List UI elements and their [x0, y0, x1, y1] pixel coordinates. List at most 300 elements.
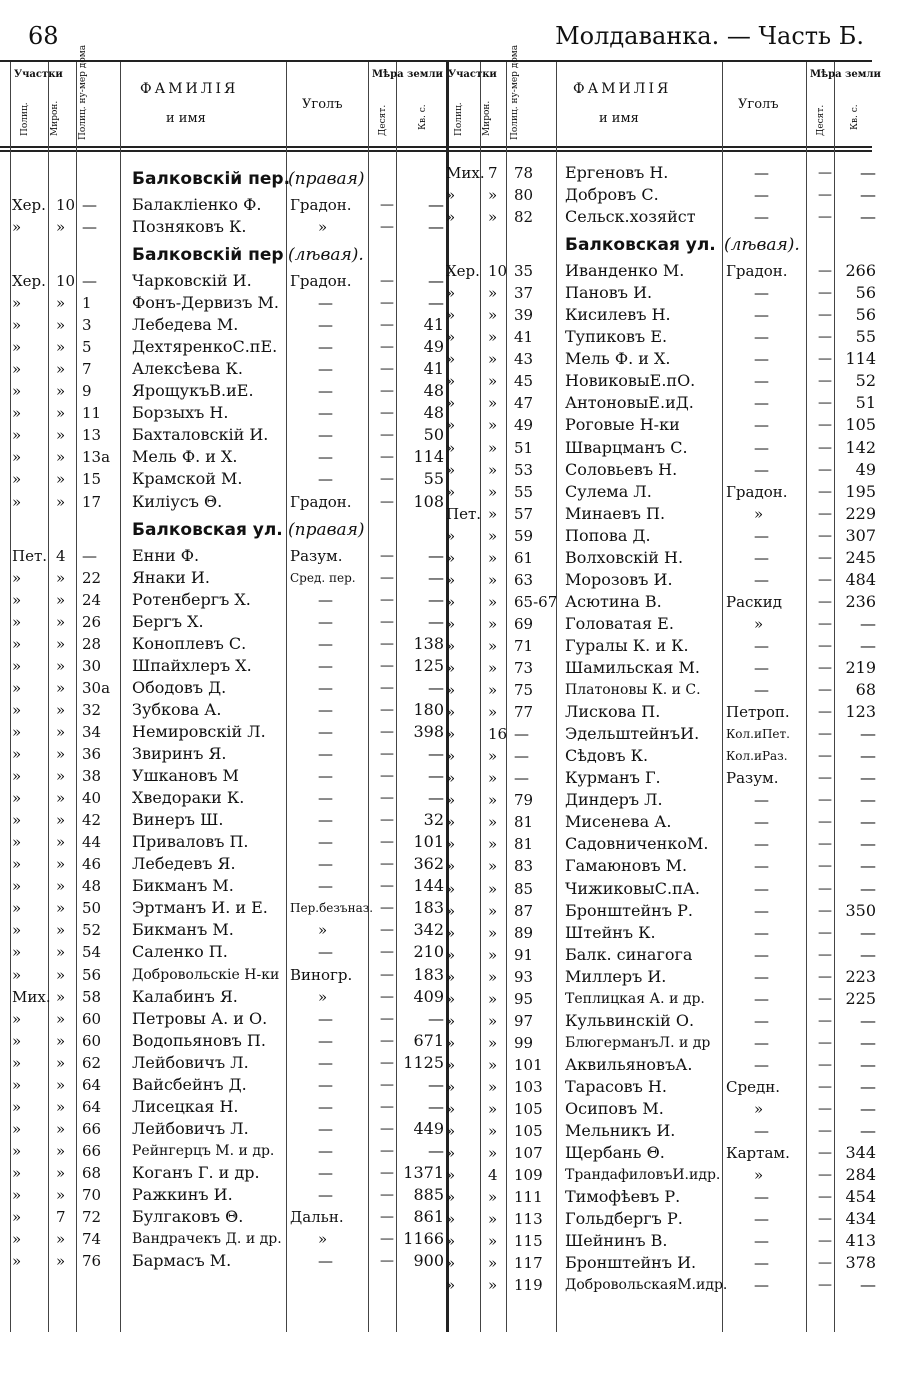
- row-desiat: —: [818, 704, 832, 721]
- column-divider: [480, 62, 481, 1332]
- row-polic: »: [12, 568, 22, 587]
- row-kv: 114: [413, 447, 444, 467]
- row-ugol: —: [318, 1119, 333, 1138]
- row-house: 40: [82, 789, 102, 808]
- row-miron: »: [56, 1163, 66, 1182]
- row-desiat: —: [380, 1142, 394, 1159]
- row-kv: 49: [423, 337, 444, 357]
- row-name: Тимофѣевъ Р.: [565, 1187, 681, 1207]
- row-miron: »: [488, 813, 498, 832]
- row-desiat: —: [818, 571, 832, 588]
- row-miron: »: [56, 1252, 66, 1271]
- row-name: Петровы А. и О.: [132, 1008, 268, 1028]
- row-desiat: —: [818, 417, 832, 434]
- row-kv: 219: [845, 658, 876, 678]
- row-desiat: —: [818, 165, 832, 181]
- row-miron: »: [488, 945, 498, 964]
- column-divider: [120, 62, 121, 1332]
- row-kv: 50: [423, 425, 444, 445]
- row-kv: —: [860, 856, 876, 876]
- row-ugol: —: [754, 394, 769, 413]
- row-polic: »: [446, 857, 456, 876]
- row-house: —: [82, 218, 97, 237]
- row-ugol: —: [754, 328, 769, 347]
- row-polic: »: [446, 394, 456, 413]
- row-desiat: —: [818, 792, 832, 809]
- row-miron: 10: [56, 272, 76, 291]
- row-miron: »: [488, 350, 498, 369]
- header-kv: Кв. с.: [850, 104, 860, 130]
- row-miron: »: [488, 328, 498, 347]
- row-ugol: —: [754, 923, 769, 942]
- row-name: Бергъ Х.: [132, 611, 204, 631]
- row-name: Мель Ф. и Х.: [565, 349, 671, 369]
- header-kv: Кв. с.: [418, 104, 428, 130]
- row-miron: 4: [488, 1166, 498, 1185]
- row-house: 95: [514, 989, 534, 1008]
- row-house: 30: [82, 656, 102, 675]
- row-miron: »: [56, 1053, 66, 1072]
- row-name: Лебедевъ Я.: [132, 854, 236, 874]
- row-desiat: —: [818, 660, 832, 677]
- row-polic: »: [446, 570, 456, 589]
- row-kv: —: [860, 790, 876, 810]
- row-miron: »: [488, 1055, 498, 1074]
- row-kv: —: [428, 1074, 444, 1094]
- row-house: 77: [514, 703, 534, 722]
- row-desiat: —: [818, 263, 832, 280]
- row-polic: »: [12, 338, 22, 357]
- row-house: —: [514, 747, 529, 766]
- row-kv: —: [428, 1140, 444, 1160]
- row-name: Щербань Θ.: [565, 1143, 665, 1163]
- running-head: Молдаванка. — Часть Б.: [555, 22, 864, 50]
- row-desiat: —: [380, 1010, 394, 1027]
- row-kv: 350: [845, 900, 876, 920]
- row-house: 35: [514, 262, 534, 281]
- column-divider: [834, 62, 835, 1332]
- row-name: Лисецкая Н.: [132, 1096, 239, 1116]
- row-miron: »: [488, 504, 498, 523]
- row-house: 113: [514, 1210, 543, 1229]
- row-polic: »: [446, 1166, 456, 1185]
- row-name: Звиринъ Я.: [132, 744, 227, 764]
- row-polic: »: [446, 769, 456, 788]
- row-ugol: —: [318, 789, 333, 808]
- row-miron: »: [488, 1254, 498, 1273]
- column-divider: [48, 62, 49, 1332]
- row-desiat: —: [818, 1078, 832, 1095]
- row-house: 44: [82, 833, 102, 852]
- row-ugol: —: [754, 901, 769, 920]
- header-familiya: ФАМИЛІЯ: [140, 81, 239, 97]
- row-name: Алексѣева К.: [132, 359, 243, 379]
- row-ugol: —: [318, 943, 333, 962]
- row-kv: 144: [413, 876, 444, 896]
- row-miron: »: [488, 1232, 498, 1251]
- row-polic: »: [446, 1100, 456, 1119]
- row-name: Вандрачекъ Д. и др.: [132, 1231, 282, 1248]
- header-uchastki: Участки: [448, 69, 497, 80]
- row-miron: »: [488, 989, 498, 1008]
- row-name: Асютина В.: [565, 591, 662, 611]
- row-ugol: —: [318, 1031, 333, 1050]
- row-desiat: —: [380, 1098, 394, 1115]
- row-name: Ушкановъ М: [132, 766, 239, 786]
- row-polic: »: [12, 700, 22, 719]
- row-ugol: —: [754, 681, 769, 700]
- row-desiat: —: [380, 591, 394, 608]
- row-ugol: —: [754, 945, 769, 964]
- row-miron: »: [56, 1075, 66, 1094]
- row-ugol: —: [318, 590, 333, 609]
- row-name: Теплицкая А. и др.: [565, 990, 705, 1007]
- row-ugol: —: [754, 659, 769, 678]
- row-ugol: —: [754, 989, 769, 1008]
- row-desiat: —: [818, 395, 832, 412]
- row-polic: »: [446, 328, 456, 347]
- row-name: Кисилевъ Н.: [565, 305, 671, 325]
- row-desiat: —: [380, 547, 394, 564]
- row-ugol: Картам.: [726, 1144, 790, 1163]
- row-miron: »: [488, 460, 498, 479]
- row-ugol: —: [318, 612, 333, 631]
- row-ugol: —: [754, 164, 769, 182]
- row-miron: »: [488, 592, 498, 611]
- row-name: ДобровольскаяМ.идр.: [565, 1277, 728, 1294]
- row-name: СадовниченкоМ.: [565, 834, 709, 854]
- row-desiat: —: [380, 493, 394, 510]
- row-house: 26: [82, 612, 102, 631]
- row-polic: »: [446, 1144, 456, 1163]
- row-desiat: —: [818, 483, 832, 500]
- row-name: Мисенева А.: [565, 812, 672, 832]
- row-kv: 885: [413, 1185, 444, 1205]
- row-kv: 449: [413, 1118, 444, 1138]
- row-ugol: —: [754, 813, 769, 832]
- row-desiat: —: [818, 461, 832, 478]
- row-name: Кульвинскій О.: [565, 1010, 695, 1030]
- row-house: 22: [82, 568, 102, 587]
- row-polic: »: [446, 416, 456, 435]
- row-polic: »: [446, 548, 456, 567]
- row-miron: »: [56, 568, 66, 587]
- row-house: —: [514, 725, 529, 744]
- row-kv: 236: [845, 591, 876, 611]
- row-desiat: —: [818, 373, 832, 390]
- row-kv: —: [860, 185, 876, 205]
- row-name: Енни Ф.: [132, 545, 200, 565]
- row-miron: »: [56, 987, 66, 1006]
- row-polic: »: [446, 306, 456, 325]
- row-ugol: —: [754, 791, 769, 810]
- row-desiat: —: [818, 836, 832, 853]
- row-name: Фонъ-Дервизъ М.: [132, 293, 280, 313]
- row-miron: »: [56, 590, 66, 609]
- row-name: Бикманъ М.: [132, 876, 234, 896]
- row-miron: »: [488, 681, 498, 700]
- row-house: 64: [82, 1075, 102, 1094]
- header-mera: Мѣра земли: [810, 69, 881, 80]
- row-desiat: —: [380, 1164, 394, 1181]
- row-house: 65-67: [514, 592, 558, 611]
- row-polic: »: [446, 1232, 456, 1251]
- row-polic: »: [12, 590, 22, 609]
- row-desiat: —: [818, 329, 832, 346]
- table-rule: [0, 150, 872, 152]
- row-kv: —: [860, 1010, 876, 1030]
- row-kv: —: [428, 611, 444, 631]
- row-polic: »: [12, 855, 22, 874]
- row-house: 13а: [82, 448, 111, 467]
- row-ugol: —: [318, 722, 333, 741]
- row-house: 50: [82, 899, 102, 918]
- row-kv: 32: [423, 810, 444, 830]
- row-kv: 210: [413, 942, 444, 962]
- row-desiat: —: [380, 944, 394, 961]
- row-kv: —: [428, 677, 444, 697]
- row-polic: »: [446, 208, 456, 227]
- row-polic: »: [12, 382, 22, 401]
- row-house: 83: [514, 857, 534, 876]
- row-ugol: Градон.: [290, 492, 352, 511]
- header-imya: и имя: [599, 111, 639, 126]
- row-desiat: —: [818, 1123, 832, 1140]
- row-miron: »: [488, 747, 498, 766]
- row-ugol: —: [754, 416, 769, 435]
- row-ugol: Градон.: [726, 482, 788, 501]
- row-miron: 7: [56, 1208, 66, 1227]
- row-polic: »: [446, 636, 456, 655]
- row-miron: »: [488, 372, 498, 391]
- row-house: 43: [514, 350, 534, 369]
- row-ugol: —: [318, 1097, 333, 1116]
- row-desiat: —: [380, 790, 394, 807]
- row-ugol: —: [318, 700, 333, 719]
- row-house: 3: [82, 316, 92, 335]
- row-house: 87: [514, 901, 534, 920]
- row-ugol: —: [318, 338, 333, 357]
- row-desiat: —: [380, 1187, 394, 1204]
- row-polic: Хер.: [12, 195, 46, 214]
- row-desiat: —: [380, 768, 394, 785]
- row-polic: »: [446, 1033, 456, 1052]
- row-name: Мель Ф. и Х.: [132, 447, 238, 467]
- row-house: 36: [82, 745, 102, 764]
- header-ugol: Уголъ: [738, 97, 779, 112]
- row-polic: Мих.: [446, 164, 485, 182]
- row-polic: »: [12, 404, 22, 423]
- row-miron: »: [56, 404, 66, 423]
- row-desiat: —: [818, 615, 832, 632]
- row-house: 101: [514, 1055, 543, 1074]
- row-miron: »: [488, 1210, 498, 1229]
- row-miron: »: [56, 218, 66, 237]
- row-polic: »: [446, 482, 456, 501]
- row-ugol: —: [754, 857, 769, 876]
- row-house: 60: [82, 1031, 102, 1050]
- row-house: 17: [82, 492, 102, 511]
- row-desiat: —: [380, 427, 394, 444]
- row-house: 52: [82, 921, 102, 940]
- row-name: Диндеръ Л.: [565, 790, 663, 810]
- row-ugol: —: [754, 1188, 769, 1207]
- row-polic: »: [446, 945, 456, 964]
- section-side: (правая): [288, 519, 365, 540]
- row-house: 15: [82, 470, 102, 489]
- row-desiat: —: [818, 1189, 832, 1206]
- row-miron: »: [488, 208, 498, 227]
- row-ugol: —: [754, 460, 769, 479]
- row-miron: »: [56, 612, 66, 631]
- row-polic: »: [446, 1077, 456, 1096]
- row-house: 66: [82, 1119, 102, 1138]
- row-polic: »: [12, 470, 22, 489]
- row-house: 69: [514, 614, 534, 633]
- row-ugol: —: [754, 208, 769, 227]
- row-house: 70: [82, 1186, 102, 1205]
- header-polic: Полиц.: [20, 102, 30, 136]
- row-ugol: —: [754, 1055, 769, 1074]
- row-miron: »: [488, 923, 498, 942]
- row-kv: 409: [413, 986, 444, 1006]
- section-side: (правая): [288, 169, 365, 189]
- row-polic: »: [446, 460, 456, 479]
- row-ugol: —: [318, 470, 333, 489]
- row-polic: »: [446, 592, 456, 611]
- row-polic: »: [12, 722, 22, 741]
- row-polic: »: [12, 1119, 22, 1138]
- header-house-no: Полиц. ну-мер дома: [78, 44, 88, 140]
- row-kv: —: [428, 744, 444, 764]
- row-ugol: —: [754, 548, 769, 567]
- row-polic: »: [12, 811, 22, 830]
- row-desiat: —: [380, 383, 394, 400]
- row-name: Коганъ Г. и др.: [132, 1162, 260, 1182]
- row-name: ЧижиковыС.пА.: [565, 878, 700, 898]
- row-miron: »: [488, 438, 498, 457]
- row-name: НовиковыЕ.пО.: [565, 371, 696, 391]
- row-ugol: —: [318, 656, 333, 675]
- row-polic: »: [12, 656, 22, 675]
- row-house: 75: [514, 681, 534, 700]
- row-kv: —: [860, 944, 876, 964]
- row-ugol: —: [318, 745, 333, 764]
- row-kv: 413: [845, 1231, 876, 1251]
- row-polic: »: [12, 426, 22, 445]
- header-ugol: Уголъ: [302, 97, 343, 112]
- row-desiat: —: [818, 285, 832, 302]
- row-name: БлюгерманъЛ. и др: [565, 1034, 711, 1051]
- row-kv: 484: [845, 569, 876, 589]
- header-mera: Мѣра земли: [372, 69, 443, 80]
- row-ugol: —: [318, 316, 333, 335]
- row-name: Сельск.хозяйст: [565, 207, 696, 227]
- row-polic: »: [446, 614, 456, 633]
- section-heading: Балковская ул.: [132, 519, 283, 540]
- row-polic: »: [446, 438, 456, 457]
- row-ugol: —: [754, 1122, 769, 1141]
- row-name: Пановъ И.: [565, 283, 653, 303]
- row-kv: 344: [845, 1143, 876, 1163]
- row-desiat: —: [818, 968, 832, 985]
- row-kv: 114: [845, 349, 876, 369]
- row-polic: »: [12, 448, 22, 467]
- row-house: 111: [514, 1188, 543, 1207]
- row-ugol: —: [754, 835, 769, 854]
- row-miron: »: [56, 426, 66, 445]
- row-kv: 56: [855, 283, 876, 303]
- row-ugol: Кол.иПет.: [726, 727, 790, 742]
- row-polic: »: [12, 1141, 22, 1160]
- row-desiat: —: [380, 1054, 394, 1071]
- row-ugol: —: [318, 877, 333, 896]
- row-name: Бронштейнъ И.: [565, 1253, 697, 1273]
- row-ugol: —: [754, 967, 769, 986]
- row-name: Рейнгерцъ М. и др.: [132, 1142, 275, 1159]
- row-ugol: »: [754, 1166, 764, 1185]
- row-house: 63: [514, 570, 534, 589]
- row-house: 62: [82, 1053, 102, 1072]
- row-ugol: —: [754, 438, 769, 457]
- row-miron: »: [56, 921, 66, 940]
- row-miron: »: [488, 1011, 498, 1030]
- row-name: Водопьяновъ П.: [132, 1030, 266, 1050]
- row-desiat: —: [818, 726, 832, 743]
- row-desiat: —: [380, 196, 394, 213]
- row-miron: »: [56, 1230, 66, 1249]
- row-polic: »: [446, 923, 456, 942]
- row-ugol: Градон.: [726, 262, 788, 281]
- row-miron: »: [488, 394, 498, 413]
- row-desiat: —: [818, 1233, 832, 1250]
- row-house: 37: [514, 284, 534, 303]
- row-ugol: »: [318, 1230, 328, 1249]
- column-divider: [506, 62, 507, 1332]
- row-miron: »: [488, 1144, 498, 1163]
- row-desiat: —: [818, 187, 832, 204]
- row-house: 61: [514, 548, 534, 567]
- header-familiya: ФАМИЛІЯ: [573, 81, 672, 97]
- row-name: Минаевъ П.: [565, 503, 666, 523]
- row-polic: »: [12, 1031, 22, 1050]
- row-name: Иванденко М.: [565, 261, 685, 281]
- row-miron: »: [56, 1097, 66, 1116]
- row-desiat: —: [818, 682, 832, 699]
- row-desiat: —: [380, 613, 394, 630]
- row-kv: 225: [845, 988, 876, 1008]
- row-ugol: —: [754, 1011, 769, 1030]
- row-miron: »: [488, 769, 498, 788]
- row-kv: 68: [855, 680, 876, 700]
- row-polic: »: [12, 1009, 22, 1028]
- row-kv: 229: [845, 503, 876, 523]
- row-house: 97: [514, 1011, 534, 1030]
- row-name: Бронштейнъ Р.: [565, 900, 693, 920]
- row-desiat: —: [380, 834, 394, 851]
- row-kv: —: [860, 834, 876, 854]
- row-house: 56: [82, 965, 102, 984]
- row-polic: »: [12, 833, 22, 852]
- row-kv: —: [428, 545, 444, 565]
- row-ugol: —: [754, 1033, 769, 1052]
- row-miron: 16: [488, 725, 508, 744]
- row-name: Миллеръ И.: [565, 966, 667, 986]
- column-divider: [76, 62, 77, 1332]
- row-polic: »: [12, 1053, 22, 1072]
- row-miron: »: [488, 306, 498, 325]
- row-desiat: —: [818, 1255, 832, 1272]
